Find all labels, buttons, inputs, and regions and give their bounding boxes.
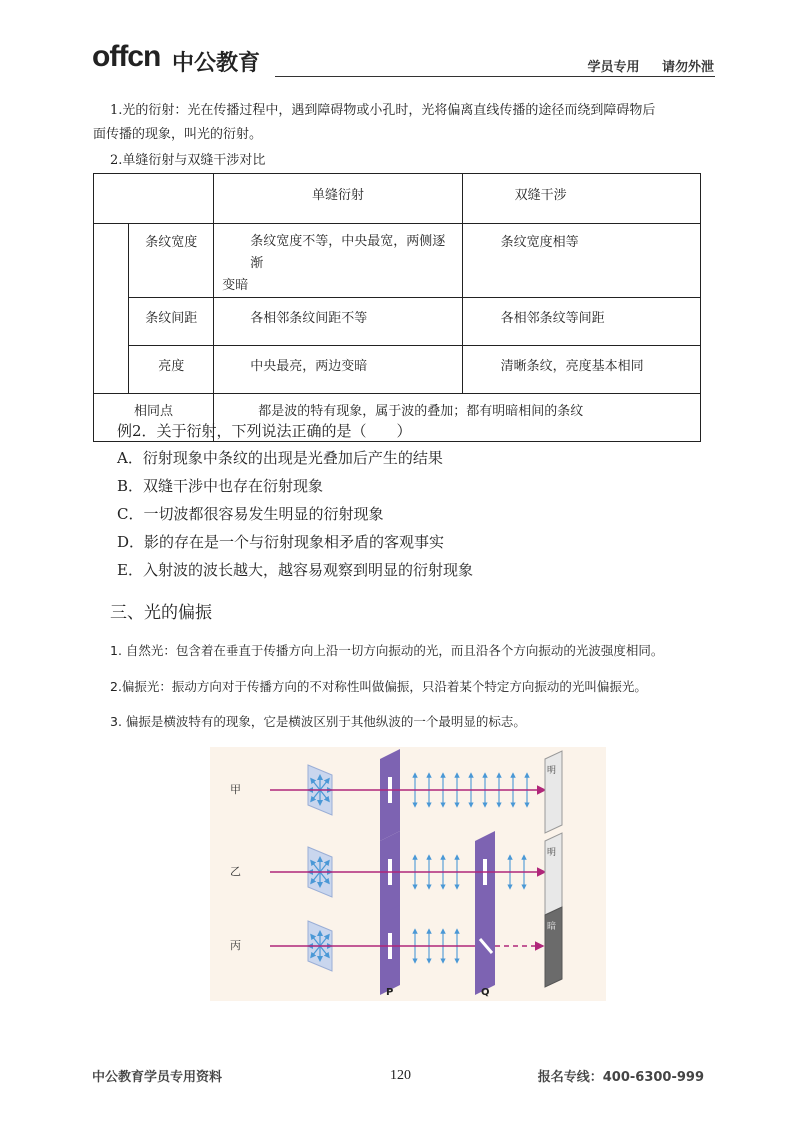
example-stem: 例2．关于衍射，下列说法正确的是（ ） [117, 422, 412, 440]
table-group-cell [94, 224, 129, 394]
option-e: E．入射波的波长越大，越容易观察到明显的衍射现象 [117, 561, 473, 579]
row-label-yi: 乙 [230, 865, 241, 878]
label-p: P [386, 987, 394, 998]
logo-offcn: offcn [92, 40, 161, 73]
polarization-point-3: 3. 偏振是横波特有的现象，它是横波区别于其他纵波的一个最明显的标志。 [110, 714, 526, 729]
table-row-label: 条纹宽度 [129, 224, 214, 298]
label-q: Q [481, 987, 490, 998]
table-cell-text: 条纹宽度不等，中央最宽，两侧逐渐 [250, 234, 446, 271]
screen-label-bright: 明 [547, 766, 557, 776]
table-row-label: 亮度 [129, 346, 214, 394]
table-cell-single: 中央最亮，两边变暗 [214, 346, 462, 394]
option-d: D．影的存在是一个与衍射现象相矛盾的客观事实 [117, 533, 445, 551]
table-cell-double: 各相邻条纹等间距 [462, 298, 700, 346]
section-heading-polarization: 三、光的偏振 [110, 603, 212, 623]
option-b: B．双缝干涉中也存在衍射现象 [117, 477, 324, 495]
row-label-jia: 甲 [230, 783, 241, 796]
screen-label-dark: 暗 [547, 922, 557, 932]
table-cell-double: 清晰条纹，亮度基本相同 [462, 346, 700, 394]
polarizer-q-plate [475, 905, 495, 995]
comparison-table [93, 173, 701, 442]
table-cell-double: 条纹宽度相等 [462, 224, 700, 298]
paragraph-diffraction-line2: 面传播的现象，叫光的衍射。 [93, 127, 263, 142]
screen-bright [545, 751, 562, 833]
table-cell-same: 都是波的特有现象，属于波的叠加；都有明暗相间的条纹 [214, 394, 701, 442]
header-notice [569, 56, 714, 75]
header-notice-a: 学员专用 [587, 60, 640, 75]
header-rule [275, 76, 715, 77]
table-header-single: 单缝衍射 [214, 174, 462, 224]
table-row-label-same: 相同点 [94, 394, 214, 442]
row-label-bing: 丙 [230, 939, 241, 952]
option-c: C．一切波都很容易发生明显的衍射现象 [117, 505, 384, 523]
paragraph-diffraction-line1: 1.光的衍射：光在传播过程中，遇到障碍物或小孔时，光将偏离直线传播的途径而绕到障碍物后 [110, 103, 656, 118]
paragraph-comparison-title: 2.单缝衍射与双缝干涉对比 [110, 153, 266, 168]
polarization-figure [210, 747, 606, 1001]
polarization-point-2: 2.偏振光：振动方向对于传播方向的不对称性叫做偏振，只沿着某个特定方向振动的光叫偏振光。 [110, 679, 647, 694]
table-header-double: 双缝干涉 [462, 174, 700, 224]
table-cell-text: 变暗 [222, 278, 249, 293]
polarization-point-1: 1. 自然光：包含着在垂直于传播方向上沿一切方向振动的光，而且沿各个方向振动的光波强度相同。 [110, 643, 664, 658]
table-cell-single: 各相邻条纹间距不等 [214, 298, 462, 346]
table-corner-cell [94, 174, 214, 224]
page-number: 120 [390, 1068, 411, 1083]
screen-dark [545, 907, 562, 987]
table-row-label: 条纹间距 [129, 298, 214, 346]
logo-cn-text: 中公教育 [172, 51, 261, 76]
table-cell-single [214, 224, 462, 298]
screen-bright [545, 833, 562, 915]
header-notice-b: 请勿外泄 [661, 60, 714, 75]
screen-label-bright: 明 [547, 848, 557, 858]
footer-left: 中公教育学员专用资料 [92, 1070, 223, 1085]
footer-hotline: 报名专线：400-6300-999 [537, 1070, 704, 1085]
option-a: A．衍射现象中条纹的出现是光叠加后产生的结果 [117, 449, 443, 467]
